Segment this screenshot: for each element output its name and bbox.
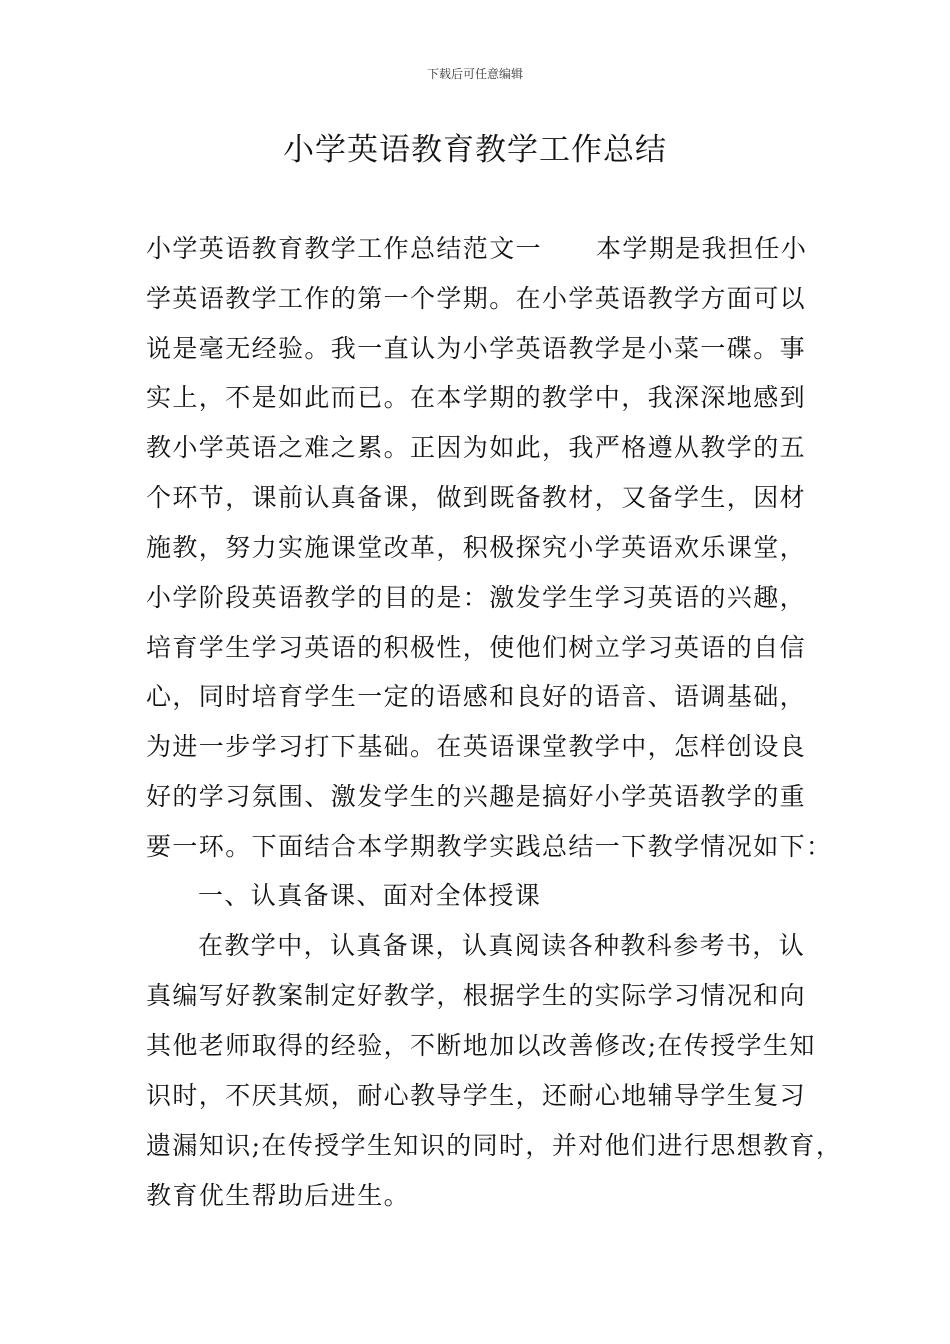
paragraph-line: 识时，不厌其烦，耐心教导学生，还耐心地辅导学生复习: [146, 1081, 807, 1110]
paragraph-line: 小学阶段英语教学的目的是：激发学生学习英语的兴趣，: [146, 583, 807, 612]
paragraph-line: [146, 231, 807, 267]
paragraph-line: 教小学英语之难之累。正因为如此，我严格遵从教学的五: [146, 433, 807, 462]
paragraph-line: 说是毫无经验。我一直认为小学英语教学是小菜一碟。事: [146, 334, 807, 363]
paragraph-line: 在教学中，认真备课，认真阅读各种教科参考书，认: [198, 931, 806, 960]
paragraph-line: 为进一步学习打下基础。在英语课堂教学中，怎样创设良: [146, 732, 807, 761]
paragraph-line: 好的学习氛围、激发学生的兴趣是搞好小学英语教学的重: [146, 782, 807, 811]
paragraph-line: 个环节，课前认真备课，做到既备教材，又备学生，因材: [146, 483, 807, 512]
paragraph-line: 实上，不是如此而已。在本学期的教学中，我深深地感到: [146, 383, 807, 412]
paragraph-line: 学英语教学工作的第一个学期。在小学英语教学方面可以: [146, 284, 807, 313]
header-note: 下载后可任意编辑: [426, 67, 523, 81]
paragraph-line: 真编写好教案制定好教学，根据学生的实际学习情况和向: [146, 981, 807, 1010]
paragraph-line: 培育学生学习英语的积极性，使他们树立学习英语的自信: [146, 633, 807, 662]
paragraph-line: 心，同时培育学生一定的语感和良好的语音、语调基础，: [146, 682, 807, 711]
paragraph-line: 遗漏知识;在传授学生知识的同时，并对他们进行思想教育，: [146, 1131, 843, 1160]
paragraph-line: 要一环。下面结合本学期教学实践总结一下教学情况如下：: [146, 832, 833, 861]
intro-label: 小学英语教育教学工作总结范文一: [146, 234, 543, 263]
section-heading: 一、认真备课、面对全体授课: [198, 881, 542, 910]
paragraph-line: 其他老师取得的经验，不断地加以改善修改;在传授学生知: [146, 1031, 816, 1060]
paragraph-line: 施教，努力实施课堂改革，积极探究小学英语欢乐课堂，: [146, 533, 807, 562]
paragraph-line: 教育优生帮助后进生。: [146, 1181, 411, 1210]
document-title: 小学英语教育教学工作总结: [283, 132, 667, 168]
paragraph-text: 本学期是我担任小: [596, 234, 808, 263]
